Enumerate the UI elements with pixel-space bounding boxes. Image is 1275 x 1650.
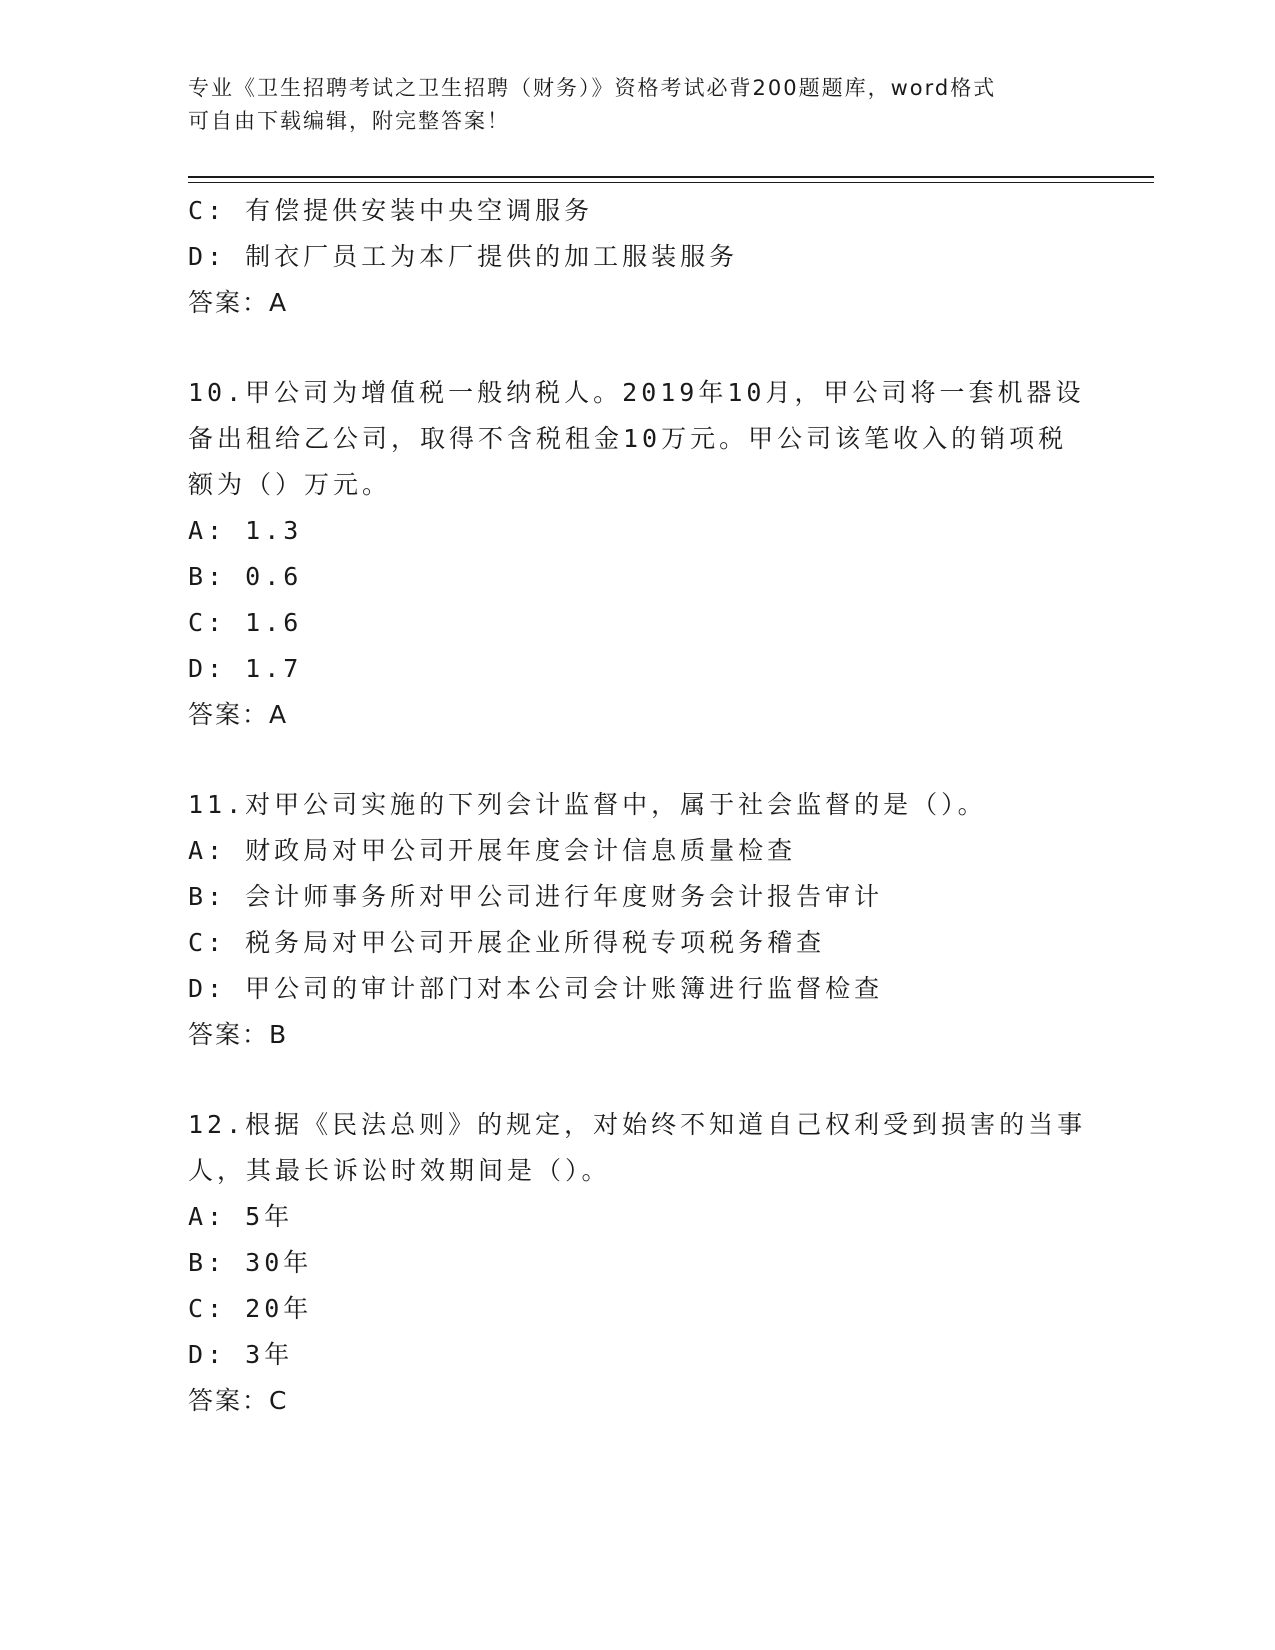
question-9-answer: 答案：A <box>188 288 289 317</box>
question-10-option-b: B: 0.6 <box>188 562 303 591</box>
header-title-line-1: 专业《卫生招聘考试之卫生招聘（财务）》资格考试必背200题题库，word格式 <box>188 76 997 100</box>
question-9-option-d: D: 制衣厂员工为本厂提供的加工服装服务 <box>188 242 739 271</box>
question-11-stem-line-1: 11.对甲公司实施的下列会计监督中，属于社会监督的是（）。 <box>188 790 987 819</box>
spacer <box>188 1058 1108 1102</box>
question-12-answer: 答案：C <box>188 1386 289 1415</box>
header-divider-thin <box>188 182 1154 183</box>
question-11-option-d: D: 甲公司的审计部门对本公司会计账簿进行监督检查 <box>188 974 884 1003</box>
question-10-option-d: D: 1.7 <box>188 654 303 683</box>
question-10-option-a: A: 1.3 <box>188 516 303 545</box>
question-12-stem-line-2: 人，其最长诉讼时效期间是（）。 <box>188 1156 611 1185</box>
question-10-option-c: C: 1.6 <box>188 608 303 637</box>
question-12-option-a: A: 5年 <box>188 1202 294 1231</box>
question-10-stem-line-3: 额为（）万元。 <box>188 470 392 499</box>
question-12-stem-line-1: 12.根据《民法总则》的规定，对始终不知道自己权利受到损害的当事 <box>188 1110 1087 1139</box>
header-divider-thick <box>188 176 1154 178</box>
question-11-answer: 答案：B <box>188 1020 289 1049</box>
question-12-option-b: B: 30年 <box>188 1248 313 1277</box>
question-12 <box>188 1102 1108 1424</box>
question-10-stem-line-1: 10.甲公司为增值税一般纳税人。2019年10月，甲公司将一套机器设 <box>188 378 1085 407</box>
spacer <box>188 326 1108 370</box>
question-list <box>188 188 1108 1424</box>
question-11 <box>188 782 1108 1058</box>
question-9-option-c: C: 有偿提供安装中央空调服务 <box>188 196 594 225</box>
question-10-answer: 答案：A <box>188 700 289 729</box>
question-11-option-c: C: 税务局对甲公司开展企业所得税专项税务稽查 <box>188 928 826 957</box>
question-12-option-c: C: 20年 <box>188 1294 313 1323</box>
spacer <box>188 738 1108 782</box>
document-header <box>188 72 1088 138</box>
question-11-option-b: B: 会计师事务所对甲公司进行年度财务会计报告审计 <box>188 882 884 911</box>
header-title-line-2: 可自由下载编辑，附完整答案！ <box>188 109 510 133</box>
question-11-option-a: A: 财政局对甲公司开展年度会计信息质量检查 <box>188 836 797 865</box>
question-12-option-d: D: 3年 <box>188 1340 294 1369</box>
question-9-tail <box>188 188 1108 326</box>
question-10-stem-line-2: 备出租给乙公司，取得不含税租金10万元。甲公司该笔收入的销项税 <box>188 424 1068 453</box>
question-10 <box>188 370 1108 738</box>
